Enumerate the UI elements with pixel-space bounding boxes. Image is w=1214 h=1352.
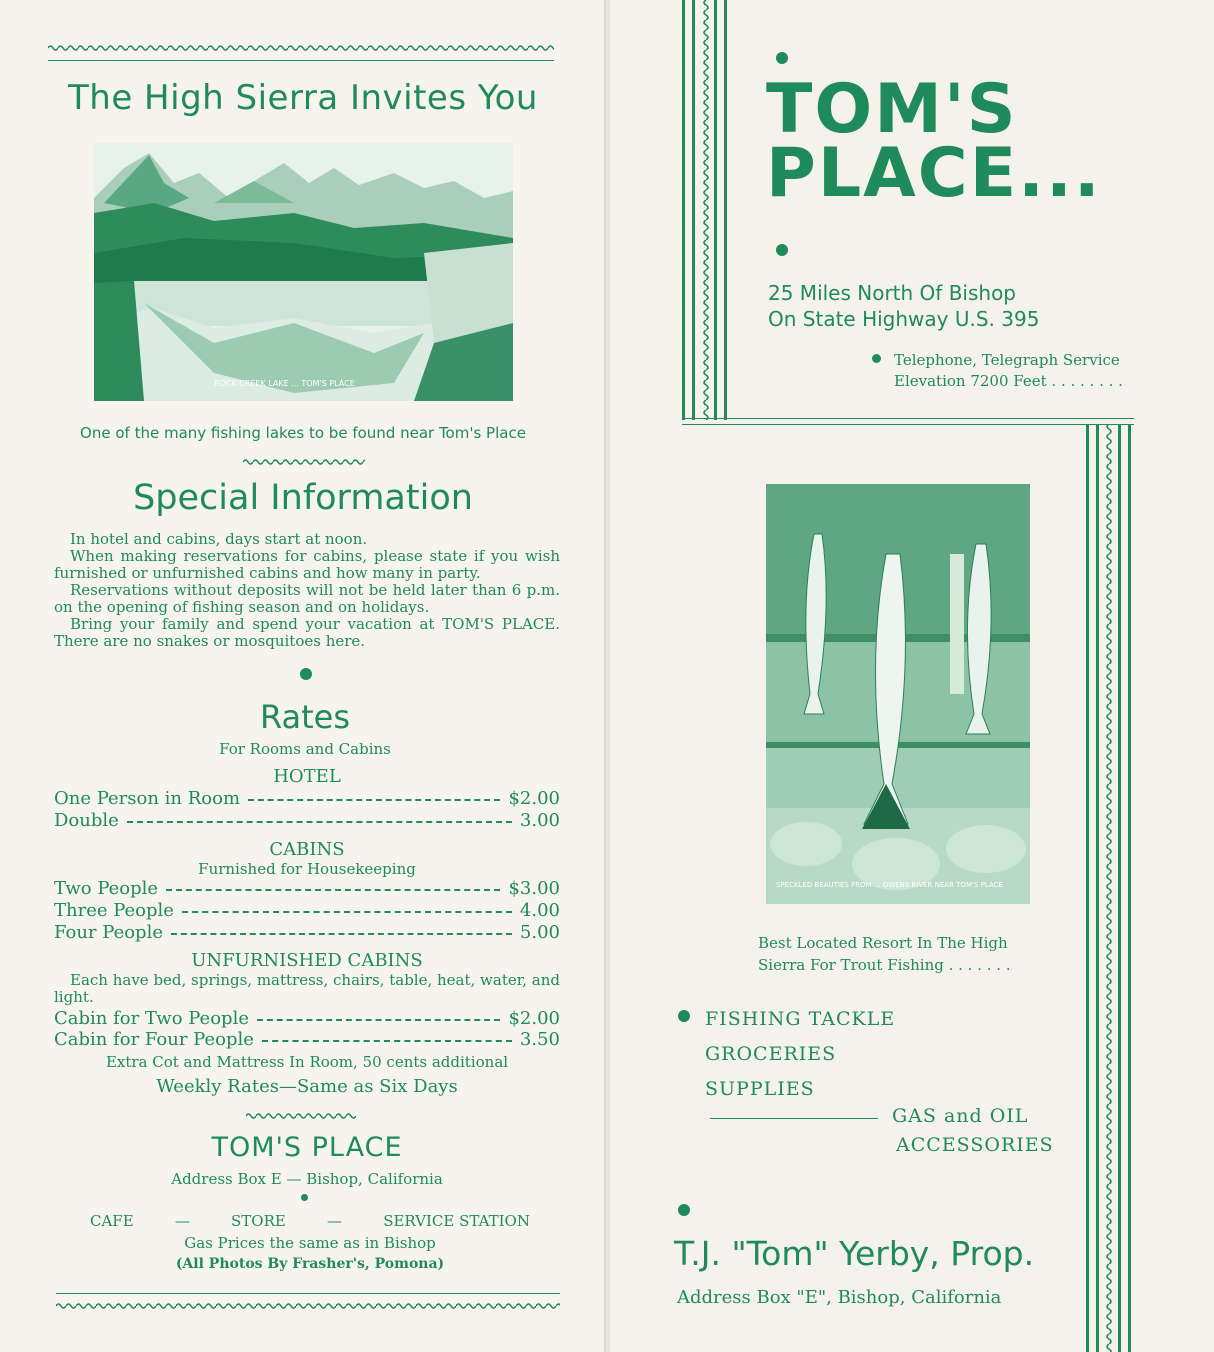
special-info-paragraph: In hotel and cabins, days start at noon. bbox=[70, 530, 368, 548]
rate-label: Double bbox=[54, 810, 119, 831]
service-item: STORE bbox=[231, 1212, 286, 1230]
brand-title-line: TOM'S bbox=[766, 70, 1018, 149]
top-wave-divider bbox=[48, 44, 554, 52]
proprietor-address: Address Box "E", Bishop, California bbox=[677, 1287, 1002, 1308]
page-heading: The High Sierra Invites You bbox=[68, 78, 538, 118]
vertical-wave-border bbox=[1105, 424, 1113, 1352]
small-wave-divider bbox=[246, 1112, 356, 1120]
bullet-dot bbox=[300, 668, 312, 680]
service-separator: — bbox=[327, 1212, 343, 1230]
telephone-line: Telephone, Telegraph Service bbox=[894, 351, 1120, 369]
footer-services bbox=[90, 1212, 530, 1230]
caption-line: Sierra For Trout Fishing . . . . . . . bbox=[758, 956, 1011, 974]
rate-price: $2.00 bbox=[508, 1008, 560, 1029]
cabins-subheading: Furnished for Housekeeping bbox=[198, 860, 416, 878]
trout-photo-caption bbox=[758, 932, 1011, 976]
elevation-line: Elevation 7200 Feet . . . . . . . . bbox=[894, 372, 1123, 390]
rate-label: Three People bbox=[54, 900, 174, 921]
rate-row bbox=[54, 788, 560, 810]
service-item: CAFE bbox=[90, 1212, 134, 1230]
rate-price: $3.00 bbox=[508, 878, 560, 899]
rate-row bbox=[54, 810, 560, 832]
bullet-dot bbox=[776, 52, 788, 64]
unfurnished-description: Each have bed, springs, mattress, chairs, table, heat, water, and light. bbox=[54, 971, 561, 1006]
bottom-wave-divider bbox=[56, 1302, 560, 1310]
vertical-border bbox=[1128, 424, 1131, 1352]
lake-photo-inscription: ROCK CREEK LAKE ... TOM'S PLACE bbox=[214, 379, 355, 388]
lake-photo-caption: One of the many fishing lakes to be found near Tom's Place bbox=[80, 424, 526, 442]
vertical-border bbox=[724, 0, 727, 420]
rate-row bbox=[54, 1008, 560, 1030]
top-rule bbox=[48, 60, 554, 61]
vertical-border bbox=[1086, 424, 1089, 1352]
special-info-title: Special Information bbox=[133, 478, 473, 518]
rate-price: $2.00 bbox=[508, 788, 560, 809]
vertical-border bbox=[692, 0, 695, 420]
vertical-border bbox=[714, 0, 717, 420]
left-panel bbox=[0, 0, 606, 1352]
rate-price: 4.00 bbox=[519, 900, 560, 921]
trout-photo-inscription: SPECKLED BEAUTIES FROM ... OWENS RIVER NEAR TOM'S PLACE bbox=[776, 881, 1003, 889]
special-info-text bbox=[54, 531, 560, 650]
contact-info bbox=[894, 350, 1123, 392]
proprietor-name: T.J. "Tom" Yerby, Prop. bbox=[674, 1234, 1035, 1273]
vertical-border bbox=[1096, 424, 1099, 1352]
rates-subtitle: For Rooms and Cabins bbox=[219, 740, 391, 758]
vertical-border bbox=[1118, 424, 1121, 1352]
rate-label: Cabin for Two People bbox=[54, 1008, 249, 1029]
right-panel bbox=[610, 0, 1214, 1352]
special-info-paragraph: When making reservations for cabins, please state if you wish furnished or unfurnished cabins and how many in party. bbox=[54, 547, 560, 582]
accessories-label: ACCESSORIES bbox=[896, 1134, 1054, 1156]
weekly-rates: Weekly Rates—Same as Six Days bbox=[156, 1076, 458, 1097]
rate-price: 5.00 bbox=[519, 922, 560, 943]
vertical-wave-border bbox=[702, 0, 710, 420]
horizontal-rule bbox=[682, 424, 1134, 425]
highway-line: On State Highway U.S. 395 bbox=[768, 307, 1040, 331]
rate-row bbox=[54, 922, 560, 944]
rate-row bbox=[54, 900, 560, 922]
bullet-dot bbox=[776, 244, 788, 256]
hotel-heading: HOTEL bbox=[273, 766, 341, 787]
rate-label: Four People bbox=[54, 922, 163, 943]
bullet-dot bbox=[872, 354, 881, 363]
gas-rule bbox=[710, 1118, 878, 1119]
cabins-heading: CABINS bbox=[269, 839, 345, 860]
bottom-rule bbox=[56, 1293, 560, 1294]
gas-oil-label: GAS and OIL bbox=[892, 1105, 1029, 1127]
rate-row bbox=[54, 878, 560, 900]
extra-cot-note: Extra Cot and Mattress In Room, 50 cents additional bbox=[105, 1053, 509, 1071]
bullet-dot bbox=[678, 1010, 690, 1022]
rate-price: 3.50 bbox=[519, 1029, 560, 1050]
distance-line: 25 Miles North Of Bishop bbox=[768, 281, 1016, 305]
bullet-dot bbox=[678, 1204, 690, 1216]
photos-credit: (All Photos By Frasher's, Pomona) bbox=[175, 1256, 445, 1272]
rate-label: Cabin for Four People bbox=[54, 1029, 254, 1050]
rate-label: Two People bbox=[54, 878, 159, 899]
special-info-paragraph: Reservations without deposits will not be held later than 6 p.m. on the opening of fishing season and on holidays. bbox=[54, 581, 560, 616]
special-info-paragraph: Bring your family and spend your vacation at TOM'S PLACE. There are no snakes or mosquitoes here. bbox=[54, 615, 560, 650]
rates-title: Rates bbox=[259, 698, 351, 736]
caption-line: Best Located Resort In The High bbox=[758, 934, 1008, 952]
unfurnished-heading: UNFURNISHED CABINS bbox=[191, 950, 423, 971]
trout-photo bbox=[766, 484, 1030, 904]
vertical-border bbox=[682, 0, 685, 420]
horizontal-rule bbox=[682, 418, 1134, 419]
goods-item: FISHING TACKLE bbox=[705, 1008, 896, 1030]
small-wave-divider bbox=[243, 458, 365, 466]
location-info bbox=[768, 280, 1039, 332]
footer-name: TOM'S PLACE bbox=[211, 1132, 403, 1163]
rate-row bbox=[54, 1029, 560, 1051]
goods-item: GROCERIES bbox=[705, 1043, 837, 1065]
service-item: SERVICE STATION bbox=[383, 1212, 530, 1230]
lake-photo bbox=[94, 143, 513, 401]
goods-list bbox=[705, 1002, 895, 1107]
service-separator: — bbox=[174, 1212, 190, 1230]
brand-title-line: PLACE... bbox=[766, 134, 1102, 213]
brand-title bbox=[766, 70, 1102, 213]
gas-prices-note: Gas Prices the same as in Bishop bbox=[184, 1234, 436, 1252]
rate-price: 3.00 bbox=[519, 810, 560, 831]
footer-address: Address Box E — Bishop, California bbox=[171, 1170, 443, 1188]
goods-item: SUPPLIES bbox=[705, 1078, 815, 1100]
rate-label: One Person in Room bbox=[54, 788, 241, 809]
bullet-dot bbox=[301, 1194, 308, 1201]
